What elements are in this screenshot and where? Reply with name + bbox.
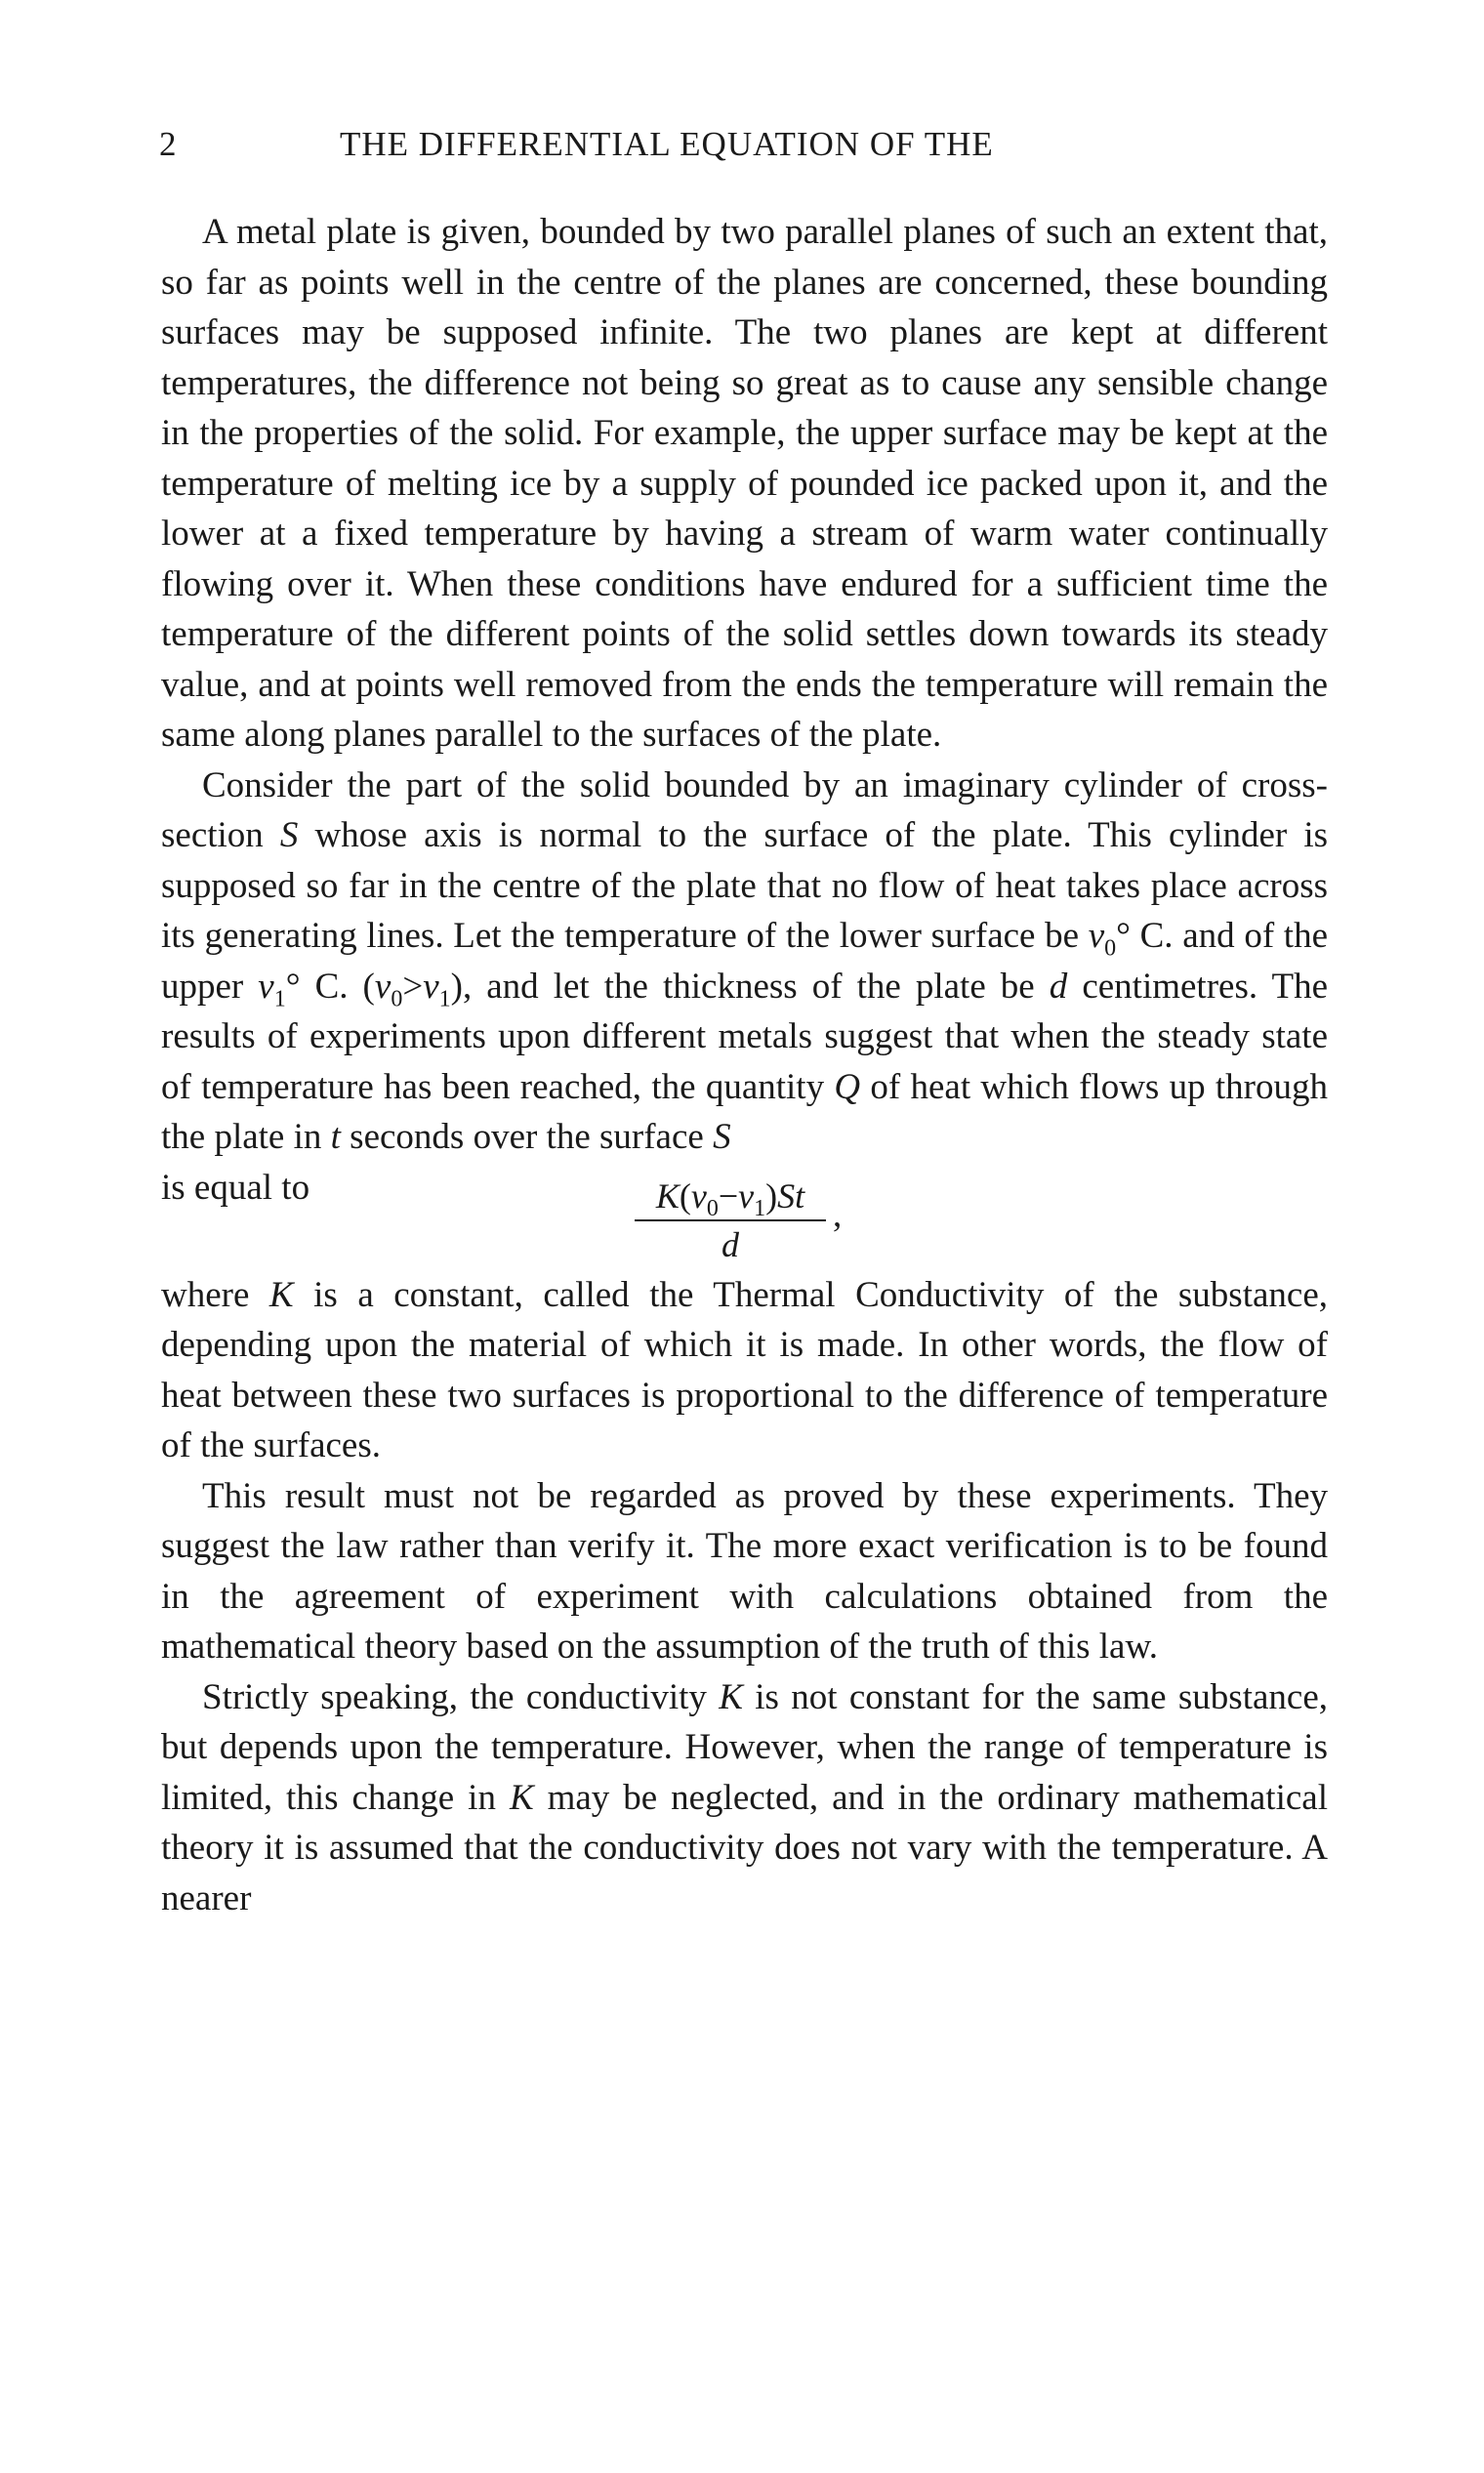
running-title: THE DIFFERENTIAL EQUATION OF THE — [340, 125, 994, 163]
paragraph-cylinder: Consider the part of the solid bounded by an imaginary cylinder of cross-section S whose axis is normal to the surface of the plate. This cylinder is supposed so far in the centre of the plate that no flow of heat takes place across its generating lines. Let the temperature of the lower surface be $v_0^\circ$ C. and of the upper $v_1^\circ$ C. $(v_0>v_1)$, and let the thickness of the plate be d centimetres. The results of experiments upon different metals suggest that when the steady state of temperature has been reached, the quantity Q of heat which flows up through the plate in t seconds over the surface S — [161, 764, 1329, 1157]
fraction-bar — [635, 1219, 826, 1221]
page-number: 2 — [159, 125, 178, 163]
paragraph-verification: This result must not be regarded as proved by these experiments. They suggest the law rather than verify it. The more exact verification is to be found in the agreement of experiment with calculations obtained from the mathematical theory based on the assumption of the truth of this law. — [161, 1475, 1328, 1667]
formula-row — [161, 1163, 1328, 1270]
paragraph-thermal-conductivity: where K is a constant, called the Thermal Conductivity of the substance, depending upon the material of which it is made. In other words, the flow of heat between these two surfaces is proportional to the difference of temperature of the surfaces. — [161, 1274, 1329, 1465]
formula-lead-text: is equal to — [161, 1167, 310, 1208]
body-text — [161, 207, 1328, 1923]
paragraph-strictly-speaking: Strictly speaking, the conductivity K is not constant for the same substance, but depends upon the temperature. However, when the range of temperature is limited, this change in K may be neglected, and in the ordinary mathematical theory it is assumed that the conductivity does not vary with the temperature. A nearer — [161, 1676, 1328, 1918]
heat-flow-formula — [635, 1175, 826, 1266]
running-header — [159, 125, 1331, 174]
paragraph-metal-plate: A metal plate is given, bounded by two parallel planes of such an extent that, so far as points well in the centre of the planes are concerned, these bounding surfaces may be supposed infinite. The two planes are kept at different temperatures, the difference not being so great as to cause any sensible change in the properties of the solid. For example, the upper surface may be kept at the temperature of melting ice by a supply of pounded ice packed upon it, and the lower at a fixed temperature by having a stream of warm water continually flowing over it. When these conditions have endured for a sufficient time the temperature of the different points of the solid settles down towards its steady value, and at points well removed from the ends the temperature will remain the same along planes parallel to the surfaces of the plate. — [161, 212, 1328, 755]
formula-comma: , — [833, 1194, 843, 1235]
formula-numerator: $K(v_0-v_1)St$ — [655, 1175, 805, 1221]
formula-denominator: d — [721, 1224, 739, 1264]
